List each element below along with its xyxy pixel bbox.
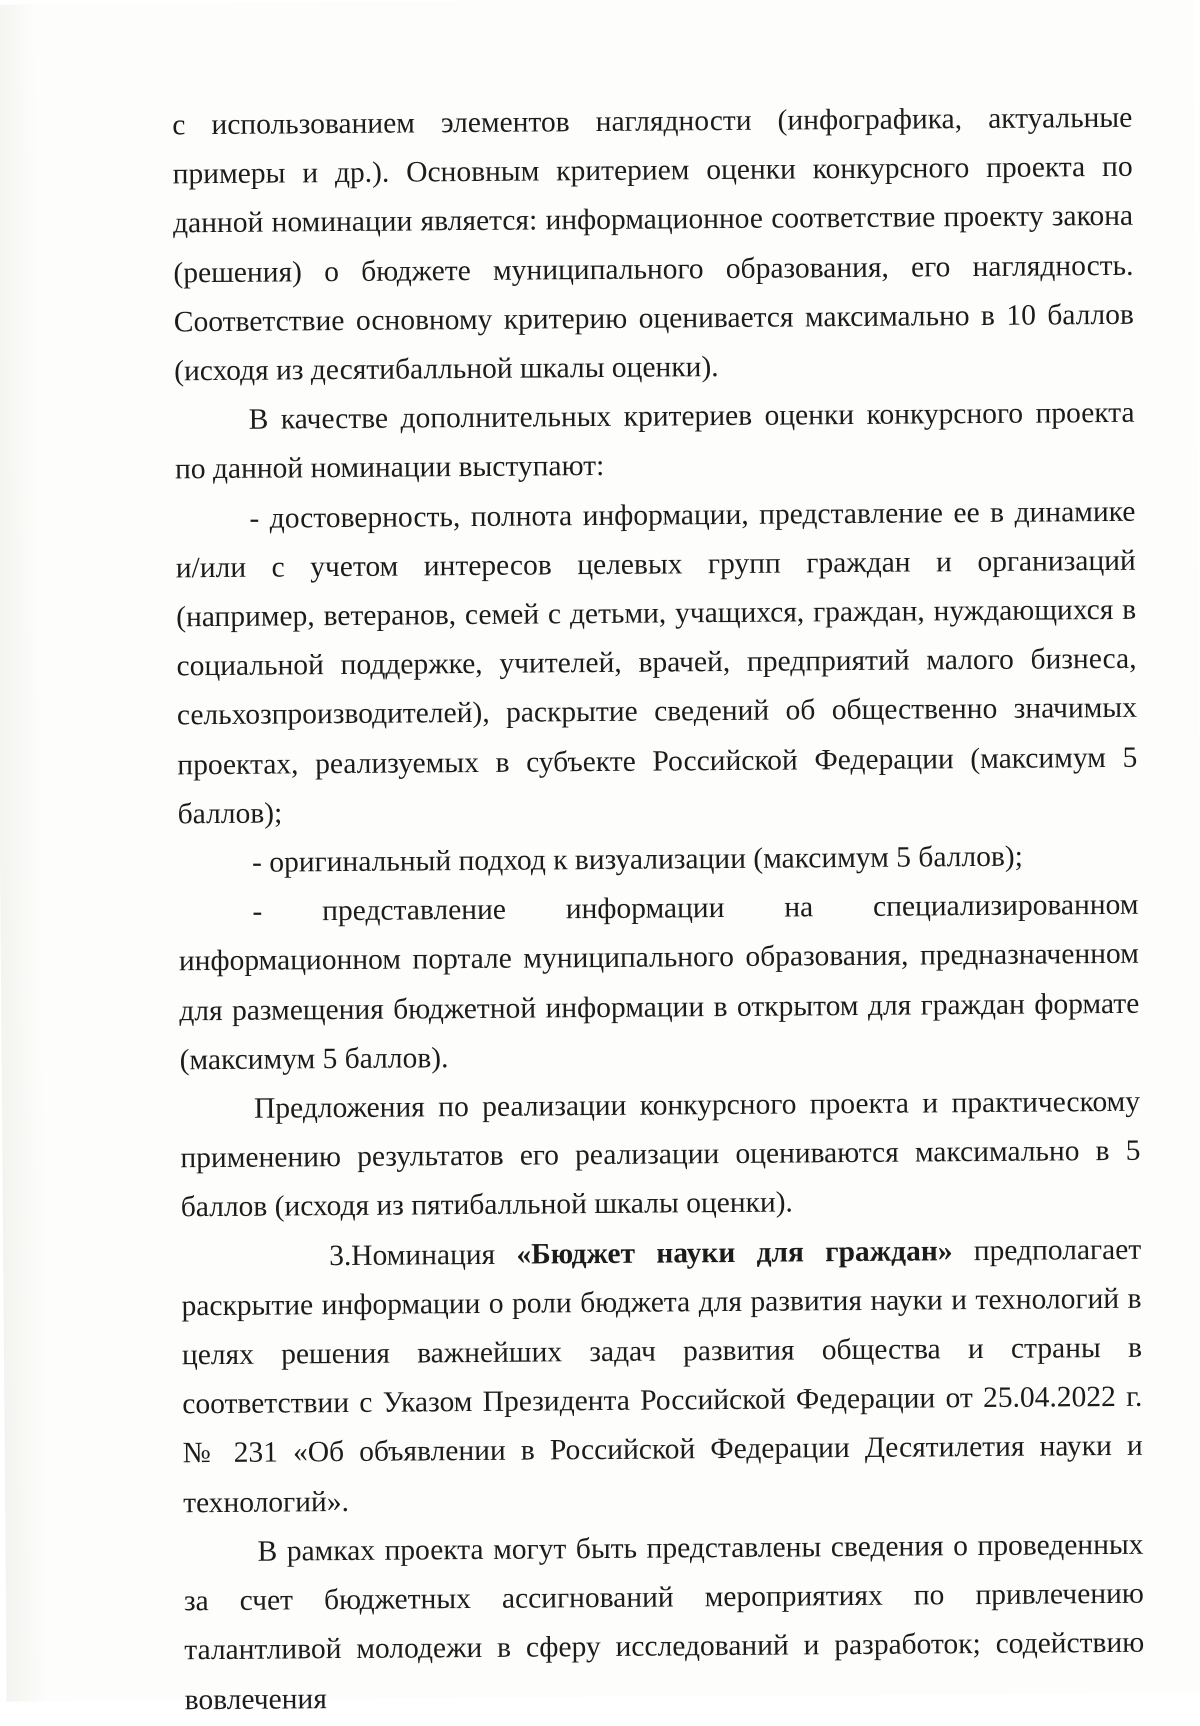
nomination-lead: Номинация — [351, 1238, 496, 1272]
paragraph-nomination-3 — [181, 1225, 1143, 1528]
document-body — [172, 94, 1145, 1725]
paragraph-visual-criteria: с использованием элементов наглядности (инфографика, актуальные примеры и др.). Основным критерием оценки конкурсного проекта по данной номинации является: информационное соответствие проекту закона (решения) о бюджете муниципального образования, его наглядность. Соответствие основному критерию оценивается максимально в 10 баллов (исходя из десятибалльной шкалы оценки). — [172, 101, 1134, 388]
list-item-portal: - представление информации на специализированном информационном портале муниципального образования, предназначенном для размещения бюджетной информации в открытом для граждан формате (максимум 5 баллов). — [178, 889, 1140, 1077]
scan-margin — [0, 4, 49, 1701]
nomination-description: предполагает раскрытие информации о роли бюджета для развития науки и технологий в целях решения важнейших задач развития общества и страны в соответствии с Указом Президента Российской Федерации от 25.04.2022 г. № 231 «Об объявлении в Российской Федерации Десятилетия науки и технологий». — [181, 1233, 1143, 1519]
list-item-reliability: - достоверность, полнота информации, представление ее в динамике и/или с учетом интересов целевых групп граждан и организаций (например, ветеранов, семей с детьми, учащихся, граждан, нуждающихся в социальной поддержке, учителей, врачей, предприятий малого бизнеса, сельхозпроизводителей), раскрытие сведений об общественно значимых проектах, реализуемых в субъекте Российской Федерации (максимум 5 баллов); — [175, 495, 1138, 831]
paragraph-additional-criteria-intro: В качестве дополнительных критериев оценки конкурсного проекта по данной номинации выступают: — [174, 397, 1135, 486]
paragraph-project-scope: В рамках проекта могут быть представлены сведения о проведенных за счет бюджетных ассигнований мероприятиях по привлечению талантливой молодежи в сферу исследований и разработок; содействию вовлечения — [183, 1528, 1145, 1716]
paragraph-proposals: Предложения по реализации конкурсного проекта и практическому применению результатов его реализации оцениваются максимально в 5 баллов (исходя из пятибалльной шкалы оценки). — [180, 1085, 1141, 1224]
item-number: 3. — [329, 1239, 352, 1272]
nomination-title: «Бюджет науки для граждан» — [516, 1234, 953, 1271]
list-item-original-approach: - оригинальный подход к визуализации (максимум 5 баллов); — [251, 840, 1024, 879]
